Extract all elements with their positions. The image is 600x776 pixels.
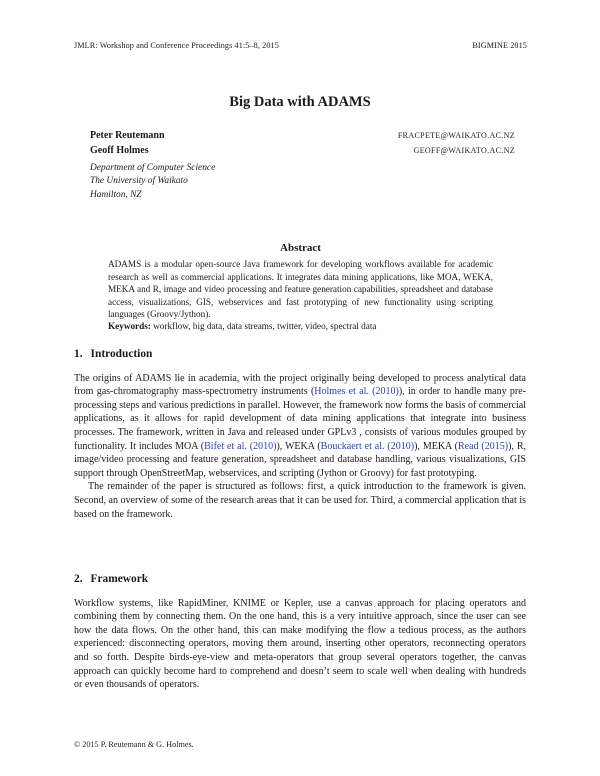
framework-paragraph-1: Workflow systems, like RapidMiner, KNIME or Kepler, use a canvas approach for placing operators and combining them by connecting them. On the one hand, this is a very intuitive approach, since the user can see how the data flows. On the other hand, this can make modifying the flow a tedious process, as the authors experienced: disconnecting operators, moving them around, inserting other operators, reconnecting operators and so forth. Despite birds-eye-view and meta-operators that group several operators together, the canvas approach can quickly become hard to comprehend and doesn’t seem to scale well when dealing with hundreds or even thousands of operators. — [74, 597, 526, 691]
running-head-right: BIGMINE 2015 — [472, 41, 527, 50]
section-heading — [74, 573, 526, 587]
running-head — [74, 41, 527, 53]
author-name: Peter Reutemann — [90, 130, 165, 141]
citation-link[interactable]: Holmes et al. (2010) — [314, 386, 399, 398]
intro-paragraph-2: The remainder of the paper is structured as follows: first, a quick introduction to the framework is given. Second, an overview of some of the research areas that it can be used for. Third, a commercial application that is based on the framework. — [74, 481, 526, 520]
keywords-list: workflow, big data, data streams, twitter, video, spectral data — [153, 321, 377, 332]
section-title: Introduction — [90, 348, 153, 360]
text-run: ), R, image/video processing and feature generation, spreadsheet and database handling, various visualizations, GIS support through OpenStreetMap, webservices, and scripting (Jython or Groovy) for fast prototyping. — [74, 440, 527, 479]
author-block — [90, 130, 515, 202]
abstract-text — [108, 258, 493, 320]
text-run: ), MEKA ( — [414, 440, 458, 452]
section-introduction — [74, 348, 526, 521]
affiliation-department: Department of Computer Science — [90, 163, 216, 173]
author-email[interactable]: FRACPETE@WAIKATO.AC.NZ — [397, 131, 515, 140]
citation-link[interactable]: Bouckaert et al. (2010) — [320, 440, 415, 452]
running-head-left: JMLR: Workshop and Conference Proceedings 41:5–8, 2015 — [74, 41, 279, 50]
citation-link[interactable]: Bifet et al. (2010) — [204, 440, 277, 452]
section-title: Framework — [90, 573, 149, 585]
author-row — [90, 145, 515, 160]
affiliation-location: Hamilton, NZ — [90, 189, 142, 200]
keywords-label: Keywords: — [108, 321, 151, 332]
section-heading — [74, 348, 526, 362]
section-number: 2. — [74, 573, 83, 585]
text-run: The origins of ADAMS lie in academia, with the project originally being developed to process analytical data from gas-chromatography mass-spectrometry instruments ( — [74, 372, 526, 398]
abstract-body: ADAMS is a modular open-source Java framework for developing workflows available for academic research as well as commercial applications. It integrates data mining applications, like MOA, WEKA, MEKA and R, image and video processing and feature generation capabilities, spreadsheet and database access, visualizations, GIS, webservices and fast prototyping of new functionality using scripting languages (Groovy/Jython). — [108, 259, 493, 320]
paper-title: Big Data with ADAMS — [229, 94, 371, 110]
affiliation — [90, 162, 515, 202]
text-run: ), WEKA ( — [276, 440, 321, 452]
citation-link[interactable]: Read (2015) — [457, 440, 509, 452]
abstract — [108, 242, 493, 333]
author-row — [90, 130, 515, 145]
author-name: Geoff Holmes — [90, 145, 149, 156]
intro-paragraph-1 — [74, 372, 526, 481]
keywords — [108, 320, 493, 332]
affiliation-university: The University of Waikato — [90, 176, 188, 187]
abstract-heading: Abstract — [280, 242, 321, 254]
author-email[interactable]: GEOFF@WAIKATO.AC.NZ — [413, 146, 515, 155]
text-run: ), in order to handle many pre-processing steps and various predictions in parallel. However, the framework now forms the basis of commercial applications, as it allows for rapid development of data mining applications that integrate into business processes. The framework, written in Java and released under GPLv3 , consists of various modules grouped by functionality. It includes MOA ( — [74, 386, 526, 452]
section-framework — [74, 573, 526, 692]
copyright-footer: © 2015 P. Reutemann & G. Holmes. — [74, 740, 194, 749]
section-number: 1. — [74, 348, 83, 360]
